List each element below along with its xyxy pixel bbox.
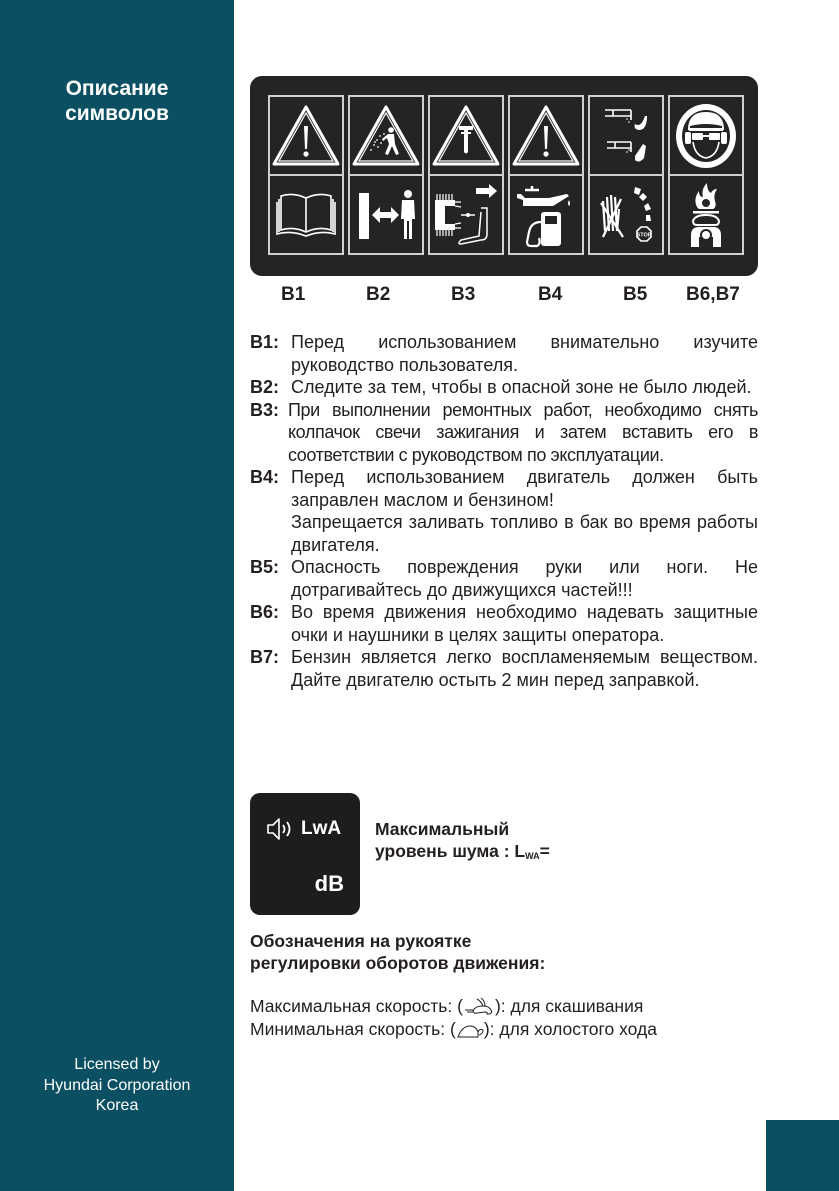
symbol-cell-b1-top	[268, 95, 344, 175]
min-speed-suffix: ): для холостого хода	[483, 1019, 657, 1039]
symbol-cell-b2-top	[348, 95, 424, 175]
noise-text-prefix: уровень шума : L	[375, 841, 526, 861]
noise-text-suffix: =	[539, 841, 550, 861]
noise-text-line1: Максимальный	[375, 819, 510, 839]
description-code: B6:	[250, 602, 280, 622]
thrown-objects-warning-icon	[351, 104, 421, 168]
description-text: Опасность повреждения руки или ноги. Не дотрагивайтесь до движущихся частей!!!	[291, 557, 758, 600]
min-speed-prefix: Минимальная скорость: (	[250, 1019, 456, 1039]
max-speed-prefix: Максимальная скорость: (	[250, 996, 463, 1016]
noise-text-subscript: WA	[525, 851, 540, 861]
description-code: B1:	[250, 332, 280, 352]
symbol-labels	[250, 284, 760, 308]
symbol-descriptions	[250, 331, 758, 691]
throttle-speeds	[250, 995, 657, 1041]
section-title	[0, 76, 234, 126]
description-text: Запрещается заливать топливо в бак во время работы двигателя.	[291, 512, 758, 555]
description-code: B3:	[250, 399, 280, 420]
description-b7	[250, 646, 758, 691]
symbol-label-b6-b7: B6,B7	[686, 284, 740, 305]
noise-badge-unit: dB	[314, 871, 344, 896]
page-corner-block	[766, 1120, 839, 1191]
noise-text-line2	[375, 840, 550, 867]
noise-badge-label: LwA	[301, 818, 342, 839]
symbol-cell-b5-top	[588, 95, 664, 175]
license-line3: Korea	[95, 1097, 139, 1114]
spark-plug-disconnect-icon	[431, 182, 501, 248]
description-b1	[250, 331, 758, 376]
symbol-cell-b1-bottom	[268, 175, 344, 255]
wrench-warning-icon	[431, 104, 501, 168]
symbol-label-b2: B2	[366, 284, 391, 305]
symbol-label-b3: B3	[451, 284, 476, 305]
description-b2	[250, 376, 758, 399]
description-text: При выполнении ремонтных работ, необходимо снять колпачок свечи зажигания и затем вставить его в соответствии с руководством по эксплуатации.	[288, 399, 758, 465]
description-text: Перед использованием двигатель должен быть заправлен маслом и бензином!	[291, 467, 758, 510]
svg-text:STOP: STOP	[636, 232, 652, 238]
turtle-icon	[456, 1020, 484, 1040]
max-speed-row	[250, 995, 657, 1018]
symbol-cell-b2-bottom	[348, 175, 424, 255]
symbol-cell-b5-bottom	[588, 175, 664, 255]
symbol-label-b5: B5	[623, 284, 648, 305]
noise-level-badge	[250, 793, 360, 915]
sidebar	[0, 0, 234, 1191]
symbol-cell-b7-bottom	[668, 175, 744, 255]
noise-level-text	[375, 818, 550, 867]
blade-foot-hand-hazard-icon	[591, 102, 661, 170]
rabbit-icon	[463, 997, 495, 1017]
symbol-cell-b6-top	[668, 95, 744, 175]
section-title-line2: символов	[65, 102, 169, 125]
keep-distance-person-icon	[353, 187, 419, 243]
helmet-goggles-earmuffs-icon	[673, 102, 739, 170]
symbol-cell-b4-top	[508, 95, 584, 175]
license-line2: Hyundai Corporation	[43, 1076, 191, 1094]
speaker-icon	[266, 817, 296, 841]
throttle-heading	[250, 930, 545, 974]
min-speed-row	[250, 1018, 657, 1041]
section-title-line1: Описание	[65, 77, 169, 100]
read-manual-book-icon	[273, 190, 339, 240]
symbol-label-b1: B1	[281, 284, 306, 305]
description-code: B5:	[250, 557, 280, 577]
symbol-cell-b3-top	[428, 95, 504, 175]
symbol-label-b4: B4	[538, 284, 563, 305]
crossed-hand-stop-icon	[591, 181, 661, 249]
license-text	[0, 1055, 234, 1117]
description-text: Перед использованием внимательно изучите руководство пользователя.	[291, 332, 758, 375]
description-code: B4:	[250, 467, 280, 487]
description-text: Бензин является легко воспламеняемым веществом. Дайте двигателю остыть 2 мин перед заправкой.	[291, 647, 758, 690]
throttle-heading-line1: Обозначения на рукоятке	[250, 931, 472, 951]
throttle-heading-line2: регулировки оборотов движения:	[250, 953, 546, 973]
description-text: Следите за тем, чтобы в опасной зоне не было людей.	[291, 377, 752, 397]
oil-can-fuel-pump-icon	[511, 182, 581, 248]
symbol-cell-b3-bottom	[428, 175, 504, 255]
license-line1: Licensed by	[74, 1056, 160, 1073]
warning-exclamation-icon	[511, 104, 581, 168]
description-b5	[250, 556, 758, 601]
symbols-grid	[268, 95, 744, 255]
warning-exclamation-icon	[271, 104, 341, 168]
symbol-cell-b4-bottom	[508, 175, 584, 255]
description-code: B7:	[250, 647, 280, 667]
max-speed-suffix: ): для скашивания	[494, 996, 644, 1016]
description-code: B2:	[250, 377, 280, 397]
flammable-fire-person-icon	[673, 181, 739, 249]
description-b3	[250, 399, 758, 467]
description-b4	[250, 466, 758, 556]
description-text: Во время движения необходимо надевать защитные очки и наушники в целях защиты оператора.	[291, 602, 758, 645]
description-b6	[250, 601, 758, 646]
